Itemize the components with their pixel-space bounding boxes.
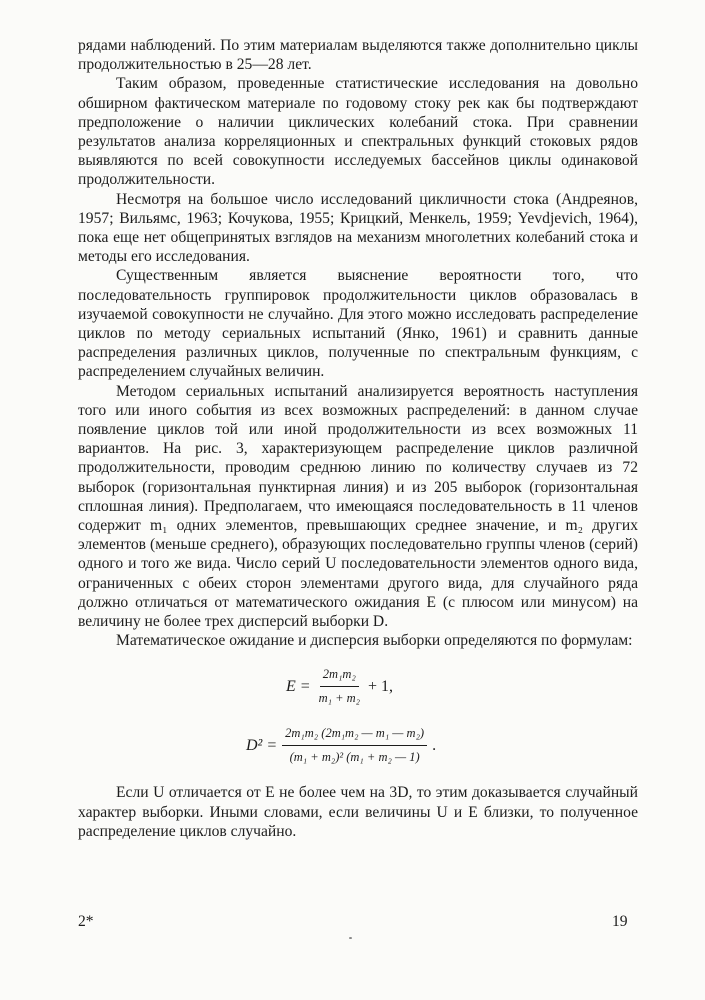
formula-fraction [316, 665, 363, 708]
paragraph-3: Несмотря на большое число исследований цикличности стока (Андреянов, 1957; Вильямс, 1963; Кочукова, 1955; Крицкий, Менкель, 1959; Yevdjevich, 1964), пока еще нет общепринятых взглядов на механизм многолетних колебаний стока и методы его исследования. [78, 190, 638, 266]
formula-tail: + 1, [368, 677, 394, 695]
paragraph-2: Таким образом, проведенные статистические исследования на довольно обширном фактическом материале по годовому стоку рек как бы подтверждают предположение о наличии циклических колебаний стока. При сравнении результатов анализа корреляционных и спектральных функций стоковых рядов выявляются по всей совокупности исследуемых бассейнов циклы одинаковой продолжительности. [78, 75, 638, 189]
printer-signature: 2* [78, 913, 94, 930]
paragraph-5: Методом сериальных испытаний анализируется вероятность наступления того или иного события из всех возможных распределений: в данном случае появление циклов той или иной продолжительности из всех возможных 11 вариантов. На рис. 3, характеризующем распределение циклов различной продолжительности, проводим среднюю линию по количеству случаев из 72 выборок (горизонтальная пунктирная линия) и из 205 выборок (горизонтальная сплошная линия). Предполагаем, что имеющаяся последовательность в 11 членов содержит m₁ одних элементов, превышающих среднее значение, и m₂ других элементов (меньше среднего), образующих последовательно группы членов (серий) одного и того же вида. Число серий U последовательности элементов одного вида, ограниченных с обеих сторон элементами другого вида, для случайного ряда должно отличаться от математического ожидания E (с плюсом или минусом) на величину не более трех дисперсий выборки D. [78, 382, 638, 631]
formula-tail: . [432, 737, 437, 754]
paragraph-1: рядами наблюдений. По этим материалам выделяются также дополнительно циклы продолжительностью в 25—28 лет. [78, 37, 638, 74]
formula-denominator: (m₁ + m₂)² (m₁ + m₂ — 1) [289, 750, 420, 765]
paragraph-closing: Если U отличается от E не более чем на 3D, то этим доказывается случайный характер выборки. Иными словами, если величины U и E близки, то полученное распределение циклов случайно. [78, 784, 638, 840]
paragraph-6: Математическое ожидание и дисперсия выборки определяются по формулам: [116, 632, 633, 650]
formula-dispersion [246, 724, 638, 767]
formula-lhs: D² = [246, 737, 278, 754]
body-text [78, 36, 638, 841]
formula-numerator: 2m₁m₂ [320, 665, 359, 687]
formula-lhs: E = [286, 677, 311, 695]
formula-fraction [282, 724, 427, 767]
paragraph-4: Существенным является выяснение вероятности того, что последовательность группировок продолжительности циклов образовалась в изучаемой совокупности не случайно. Для этого можно исследовать распределение циклов по методу сериальных испытаний (Янко, 1961) и сравнить данные распределения различных циклов, полученные по спектральным функциям, с распределением случайных величин. [78, 267, 638, 381]
formula-numerator: 2m₁m₂ (2m₁m₂ — m₁ — m₂) [282, 724, 427, 746]
page-number: 19 [612, 913, 628, 930]
formula-denominator: m₁ + m₂ [318, 690, 361, 705]
scan-speck [349, 937, 352, 939]
formula-expectation [286, 665, 638, 708]
formula-block [78, 665, 638, 768]
